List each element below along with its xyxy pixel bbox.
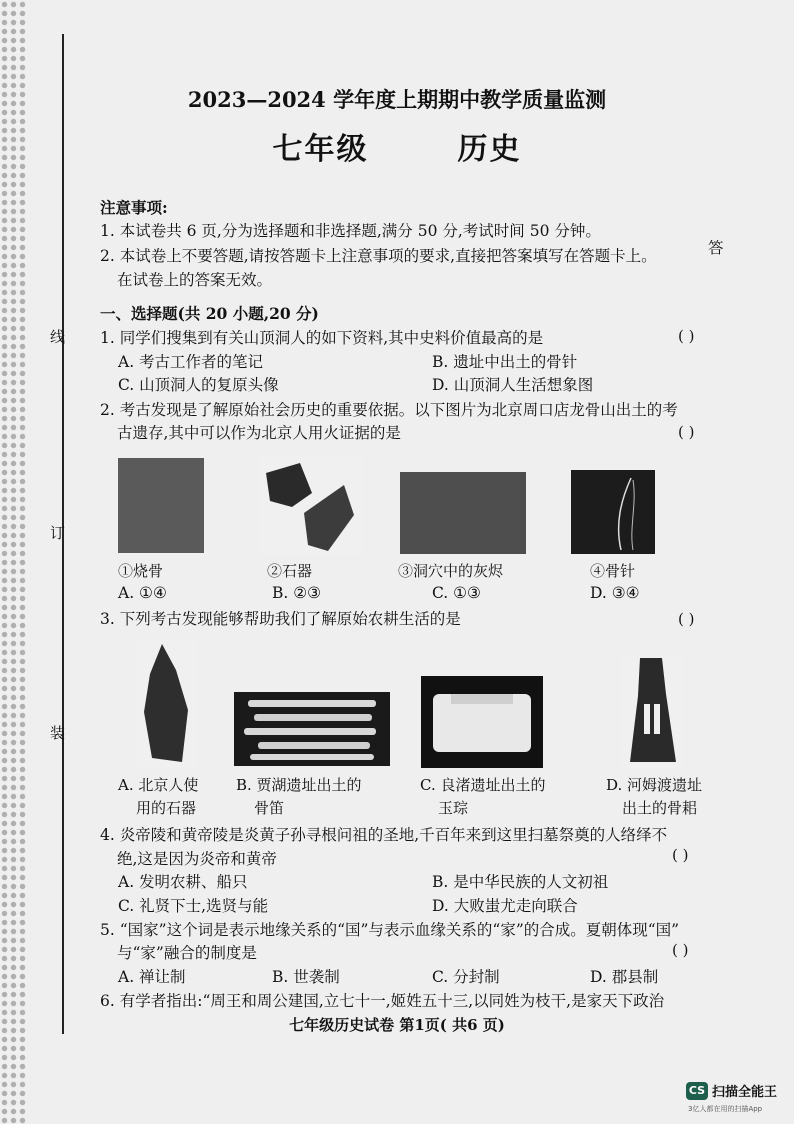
q4-option-c: C. 礼贤下士,选贤与能 [118,897,269,915]
q2-option-b: B. ②③ [272,584,322,602]
subject-label: 历史 [457,132,522,167]
q3-option-c: C. 良渚遗址出土的 [420,776,546,794]
q5-option-c: C. 分封制 [432,968,500,986]
notes-item-2-cont: 在试卷上的答案无效。 [117,271,273,289]
binding-label-xian: 线 [50,328,66,346]
question-4-stem: 4. 炎帝陵和黄帝陵是炎黄子孙寻根问祖的圣地,千百年来到这里扫墓祭奠的人络绎不 [100,826,668,844]
edge-char: 答 [708,239,724,257]
question-4-stem-cont: 绝,这是因为炎帝和黄帝 [117,850,277,868]
q3-option-b-cont: 骨笛 [254,799,285,817]
grade-label: 七年级 [272,132,369,167]
hemudu-bone-spade-photo [622,654,682,768]
q2-caption-1: ①烧骨 [118,562,164,580]
q3-option-d: D. 河姆渡遗址 [606,776,703,794]
q1-option-b: B. 遗址中出土的骨针 [432,353,578,371]
q5-option-a: A. 禅让制 [118,968,186,986]
scanner-tagline: 3亿人都在用的扫描App [688,1105,763,1113]
q4-option-a: A. 发明农耕、船只 [118,873,248,891]
exam-title: 2023—2024 学年度上期期中教学质量监测 [187,87,607,112]
exam-subtitle [0,124,794,168]
q1-option-c: C. 山顶洞人的复原头像 [118,376,279,394]
q2-caption-2: ②石器 [267,562,313,580]
binding-holes [0,0,26,1124]
answer-paren: ( ) [678,423,695,441]
question-5-stem-cont: 与“家”融合的制度是 [117,944,257,962]
notes-heading: 注意事项: [100,198,168,217]
burnt-bone-photo [118,458,204,553]
q5-option-d: D. 郡县制 [590,968,659,986]
camscanner-logo-icon: CS [686,1082,708,1100]
jiahu-bone-flute-photo [234,692,390,766]
q1-option-a: A. 考古工作者的笔记 [118,353,264,371]
q4-option-b: B. 是中华民族的人文初祖 [432,873,609,891]
q2-option-a: A. ①④ [118,584,167,602]
question-3-stem: 3. 下列考古发现能够帮助我们了解原始农耕生活的是 [100,610,461,628]
scanner-app-name: 扫描全能王 [712,1085,778,1100]
q1-option-d: D. 山顶洞人生活想象图 [432,376,594,394]
answer-paren: ( ) [678,327,695,345]
q4-option-d: D. 大败蚩尤走向联合 [432,897,578,915]
answer-paren: ( ) [672,941,689,959]
question-6-stem: 6. 有学者指出:“周王和周公建国,立七十一,姬姓五十三,以同姓为枝干,是家天下政治 [100,992,665,1010]
page-footer: 七年级历史试卷 第1页( 共6 页) [289,1016,505,1034]
q3-option-b: B. 贾湖遗址出土的 [236,776,362,794]
q2-caption-3: ③洞穴中的灰烬 [398,562,504,580]
question-2-stem: 2. 考古发现是了解原始社会历史的重要依据。以下图片为北京周口店龙骨山出土的考 [100,401,678,419]
q2-option-c: C. ①③ [432,584,481,602]
ash-layer-photo [400,472,526,554]
binding-label-ding: 订 [50,524,66,542]
question-1-stem: 1. 同学们搜集到有关山顶洞人的如下资料,其中史料价值最高的是 [100,329,544,347]
answer-paren: ( ) [672,846,689,864]
liangzhu-jade-cong-photo [421,676,543,768]
binding-label-zhuang: 装 [50,724,66,742]
q2-option-d: D. ③④ [590,584,640,602]
q5-option-b: B. 世袭制 [272,968,340,986]
question-2-stem-cont: 古遗存,其中可以作为北京人用火证据的是 [117,424,401,442]
notes-item-2: 2. 本试卷上不要答题,请按答题卡上注意事项的要求,直接把答案填写在答题卡上。 [100,247,657,265]
q3-option-a-cont: 用的石器 [136,799,197,817]
stone-tool-photo [258,455,362,555]
beijing-man-stone-tool-photo [136,640,196,768]
q3-option-a: A. 北京人使 [118,776,199,794]
notes-item-1: 1. 本试卷共 6 页,分为选择题和非选择题,满分 50 分,考试时间 50 分钟。 [100,222,601,240]
bone-needle-photo [571,470,655,554]
q3-option-c-cont: 玉琮 [438,799,469,817]
answer-paren: ( ) [678,610,695,628]
q3-option-d-cont: 出土的骨耜 [622,799,698,817]
q2-caption-4: ④骨针 [590,562,636,580]
section-heading: 一、选择题(共 20 小题,20 分) [100,304,319,323]
question-5-stem: 5. “国家”这个词是表示地缘关系的“国”与表示血缘关系的“家”的合成。夏朝体现“国” [100,921,680,939]
